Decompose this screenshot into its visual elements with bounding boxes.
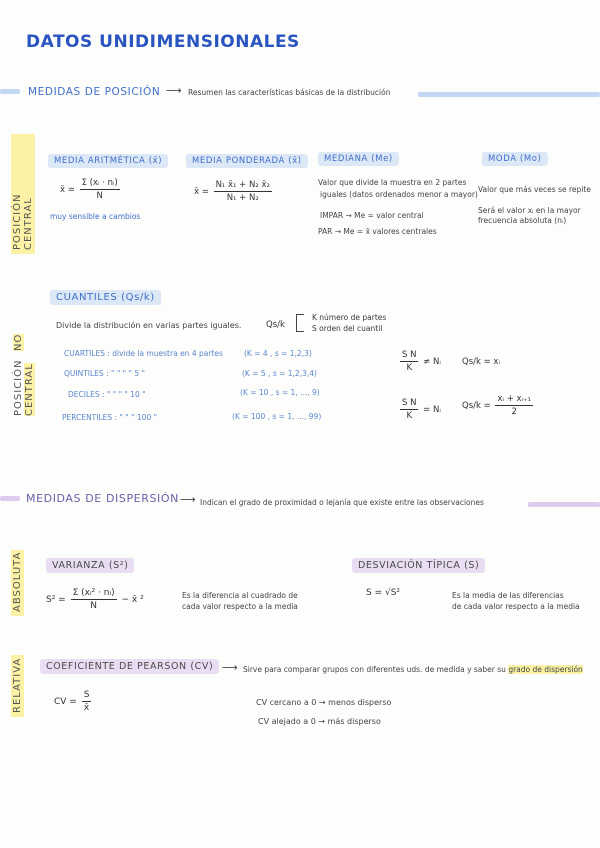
tab-noncentral-b: NO CENTRAL [13, 333, 35, 416]
quantile-row-1: QUINTILES : " " " " 5 " [64, 369, 145, 378]
variance-label: VARIANZA (S²) [46, 558, 134, 573]
k-note: K número de partes [312, 313, 387, 322]
position-heading: MEDIDAS DE POSICIÓN [28, 86, 161, 98]
quantile-params-3: (K = 100 , s = 1, ..., 99) [232, 412, 322, 421]
variance-desc-2: cada valor respecto a la media [182, 602, 298, 611]
quantiles-description: Divide la distribución en varias partes iguales. [56, 321, 242, 330]
cond2-lhs: Qs/k = [462, 401, 491, 411]
mean-formula [60, 178, 122, 201]
tab-relative: RELATIVA [11, 655, 24, 717]
cond1-result: Qs/k = xᵢ [462, 357, 500, 367]
mean-numerator: Σ (xᵢ · nᵢ) [81, 178, 118, 188]
dispersion-bar-right [528, 502, 600, 507]
median-odd: IMPAR → Me = valor central [320, 211, 424, 220]
median-even: PAR → Me = x̄ valores centrales [318, 227, 437, 236]
mean-denominator: N [96, 191, 103, 201]
dispersion-heading: MEDIDAS DE DISPERSIÓN [26, 492, 179, 505]
weighted-mean-formula [194, 180, 274, 203]
cond2-rel: = Nᵢ [423, 405, 441, 415]
quantile-params-0: (K = 4 , s = 1,2,3) [244, 349, 312, 358]
quantile-params-2: (K = 10 , s = 1, ..., 9) [240, 388, 320, 397]
mode-desc-2: Será el valor xᵢ en la mayor [478, 206, 581, 215]
std-desc-1: Es la media de las diferencias [452, 591, 564, 600]
pearson-formula [54, 690, 93, 713]
cond1-num: S N [402, 350, 417, 360]
quantile-row-0: CUARTILES : divide la muestra en 4 partes [64, 349, 223, 358]
cond2-res-den: 2 [511, 407, 517, 417]
condition-2 [398, 398, 441, 421]
tab-noncentral-a: POSICIÓN [13, 359, 24, 416]
quantile-symbol: Qs/k [266, 320, 285, 330]
variance-tail: − x̄ ² [121, 595, 144, 605]
mean-label: MEDIA ARITMÉTICA (x̄) [48, 154, 168, 168]
cond1-den: K [406, 363, 413, 373]
cond2-num: S N [402, 398, 417, 408]
std-desc-2: de cada valor respecto a la media [452, 602, 580, 611]
arrow-right-icon: ⟶ [222, 661, 238, 674]
page-title: DATOS UNIDIMENSIONALES [26, 32, 300, 52]
variance-formula [46, 588, 144, 611]
condition-1 [398, 350, 441, 373]
quantiles-label: CUANTILES (Qs/k) [50, 290, 161, 305]
variance-numerator: Σ (xᵢ² · nᵢ) [72, 588, 115, 598]
tab-absolute: ABSOLUTA [11, 550, 24, 616]
mode-label: MODA (Mo) [482, 152, 548, 166]
weighted-lhs: x̄ = [194, 187, 209, 197]
median-label: MEDIANA (Me) [318, 152, 399, 166]
mode-desc-3: frecuencia absoluta (nᵢ) [478, 216, 567, 225]
weighted-denominator: N₁ + N₂ [226, 193, 259, 203]
variance-denominator: N [90, 601, 97, 611]
dispersion-bar-left [0, 496, 20, 501]
pearson-desc-text: Sirve para comparar grupos con diferentes uds. de medida y saber su [243, 665, 506, 674]
tab-position-central: POSICIÓN CENTRAL [11, 134, 35, 254]
pearson-denominator: x̄ [83, 703, 90, 713]
quantile-row-2: DECILES : " " " " 10 " [68, 390, 146, 399]
quantile-row-3: PERCENTILES : " " " 100 " [62, 413, 158, 422]
position-description: Resumen las características básicas de la distribución [188, 88, 391, 97]
cond1-rel: ≠ Nᵢ [423, 357, 441, 367]
pearson-near: CV cercano a 0 → menos disperso [256, 698, 392, 707]
cond2-den: K [406, 411, 413, 421]
std-formula: S = √S² [366, 588, 401, 598]
pearson-desc-highlight: grado de dispersión [508, 665, 583, 674]
brace-icon [296, 314, 304, 332]
pearson-label: COEFICIENTE DE PEARSON (CV) [40, 659, 219, 674]
heading-bar-right [418, 92, 600, 97]
dispersion-description: Indican el grado de proximidad o lejanía que existe entre las observaciones [200, 498, 484, 507]
weighted-numerator: N₁ x̄₁ + N₂ x̄₂ [215, 180, 270, 190]
s-note: S orden del cuantil [312, 324, 383, 333]
cond2-result [462, 394, 535, 417]
cond2-res-num: xᵢ + xᵢ₊₁ [497, 394, 531, 404]
pearson-numerator: S [83, 690, 90, 700]
mean-lhs: x̄ = [60, 185, 75, 195]
mean-note: muy sensible a cambios [50, 212, 141, 221]
variance-lhs: S² = [46, 595, 66, 605]
median-desc-1: Valor que divide la muestra en 2 partes [318, 178, 467, 187]
mode-desc-1: Valor que más veces se repite [478, 185, 591, 194]
variance-desc-1: Es la diferencia al cuadrado de [182, 591, 298, 600]
median-desc-2: iguales (datos ordenados menor a mayor) [320, 190, 478, 199]
pearson-far: CV alejado a 0 → más disperso [258, 717, 381, 726]
pearson-lhs: CV = [54, 697, 77, 707]
pearson-description [243, 665, 583, 675]
heading-bar-left [0, 89, 20, 94]
tab-position-noncentral [13, 286, 35, 416]
arrow-right-icon: ⟶ [166, 84, 182, 97]
weighted-mean-label: MEDIA PONDERADA (x̄) [186, 154, 308, 168]
arrow-right-icon: ⟶ [180, 493, 196, 506]
quantile-params-1: (K = 5 , s = 1,2,3,4) [242, 369, 317, 378]
std-label: DESVIACIÓN TÍPICA (S) [352, 558, 485, 573]
